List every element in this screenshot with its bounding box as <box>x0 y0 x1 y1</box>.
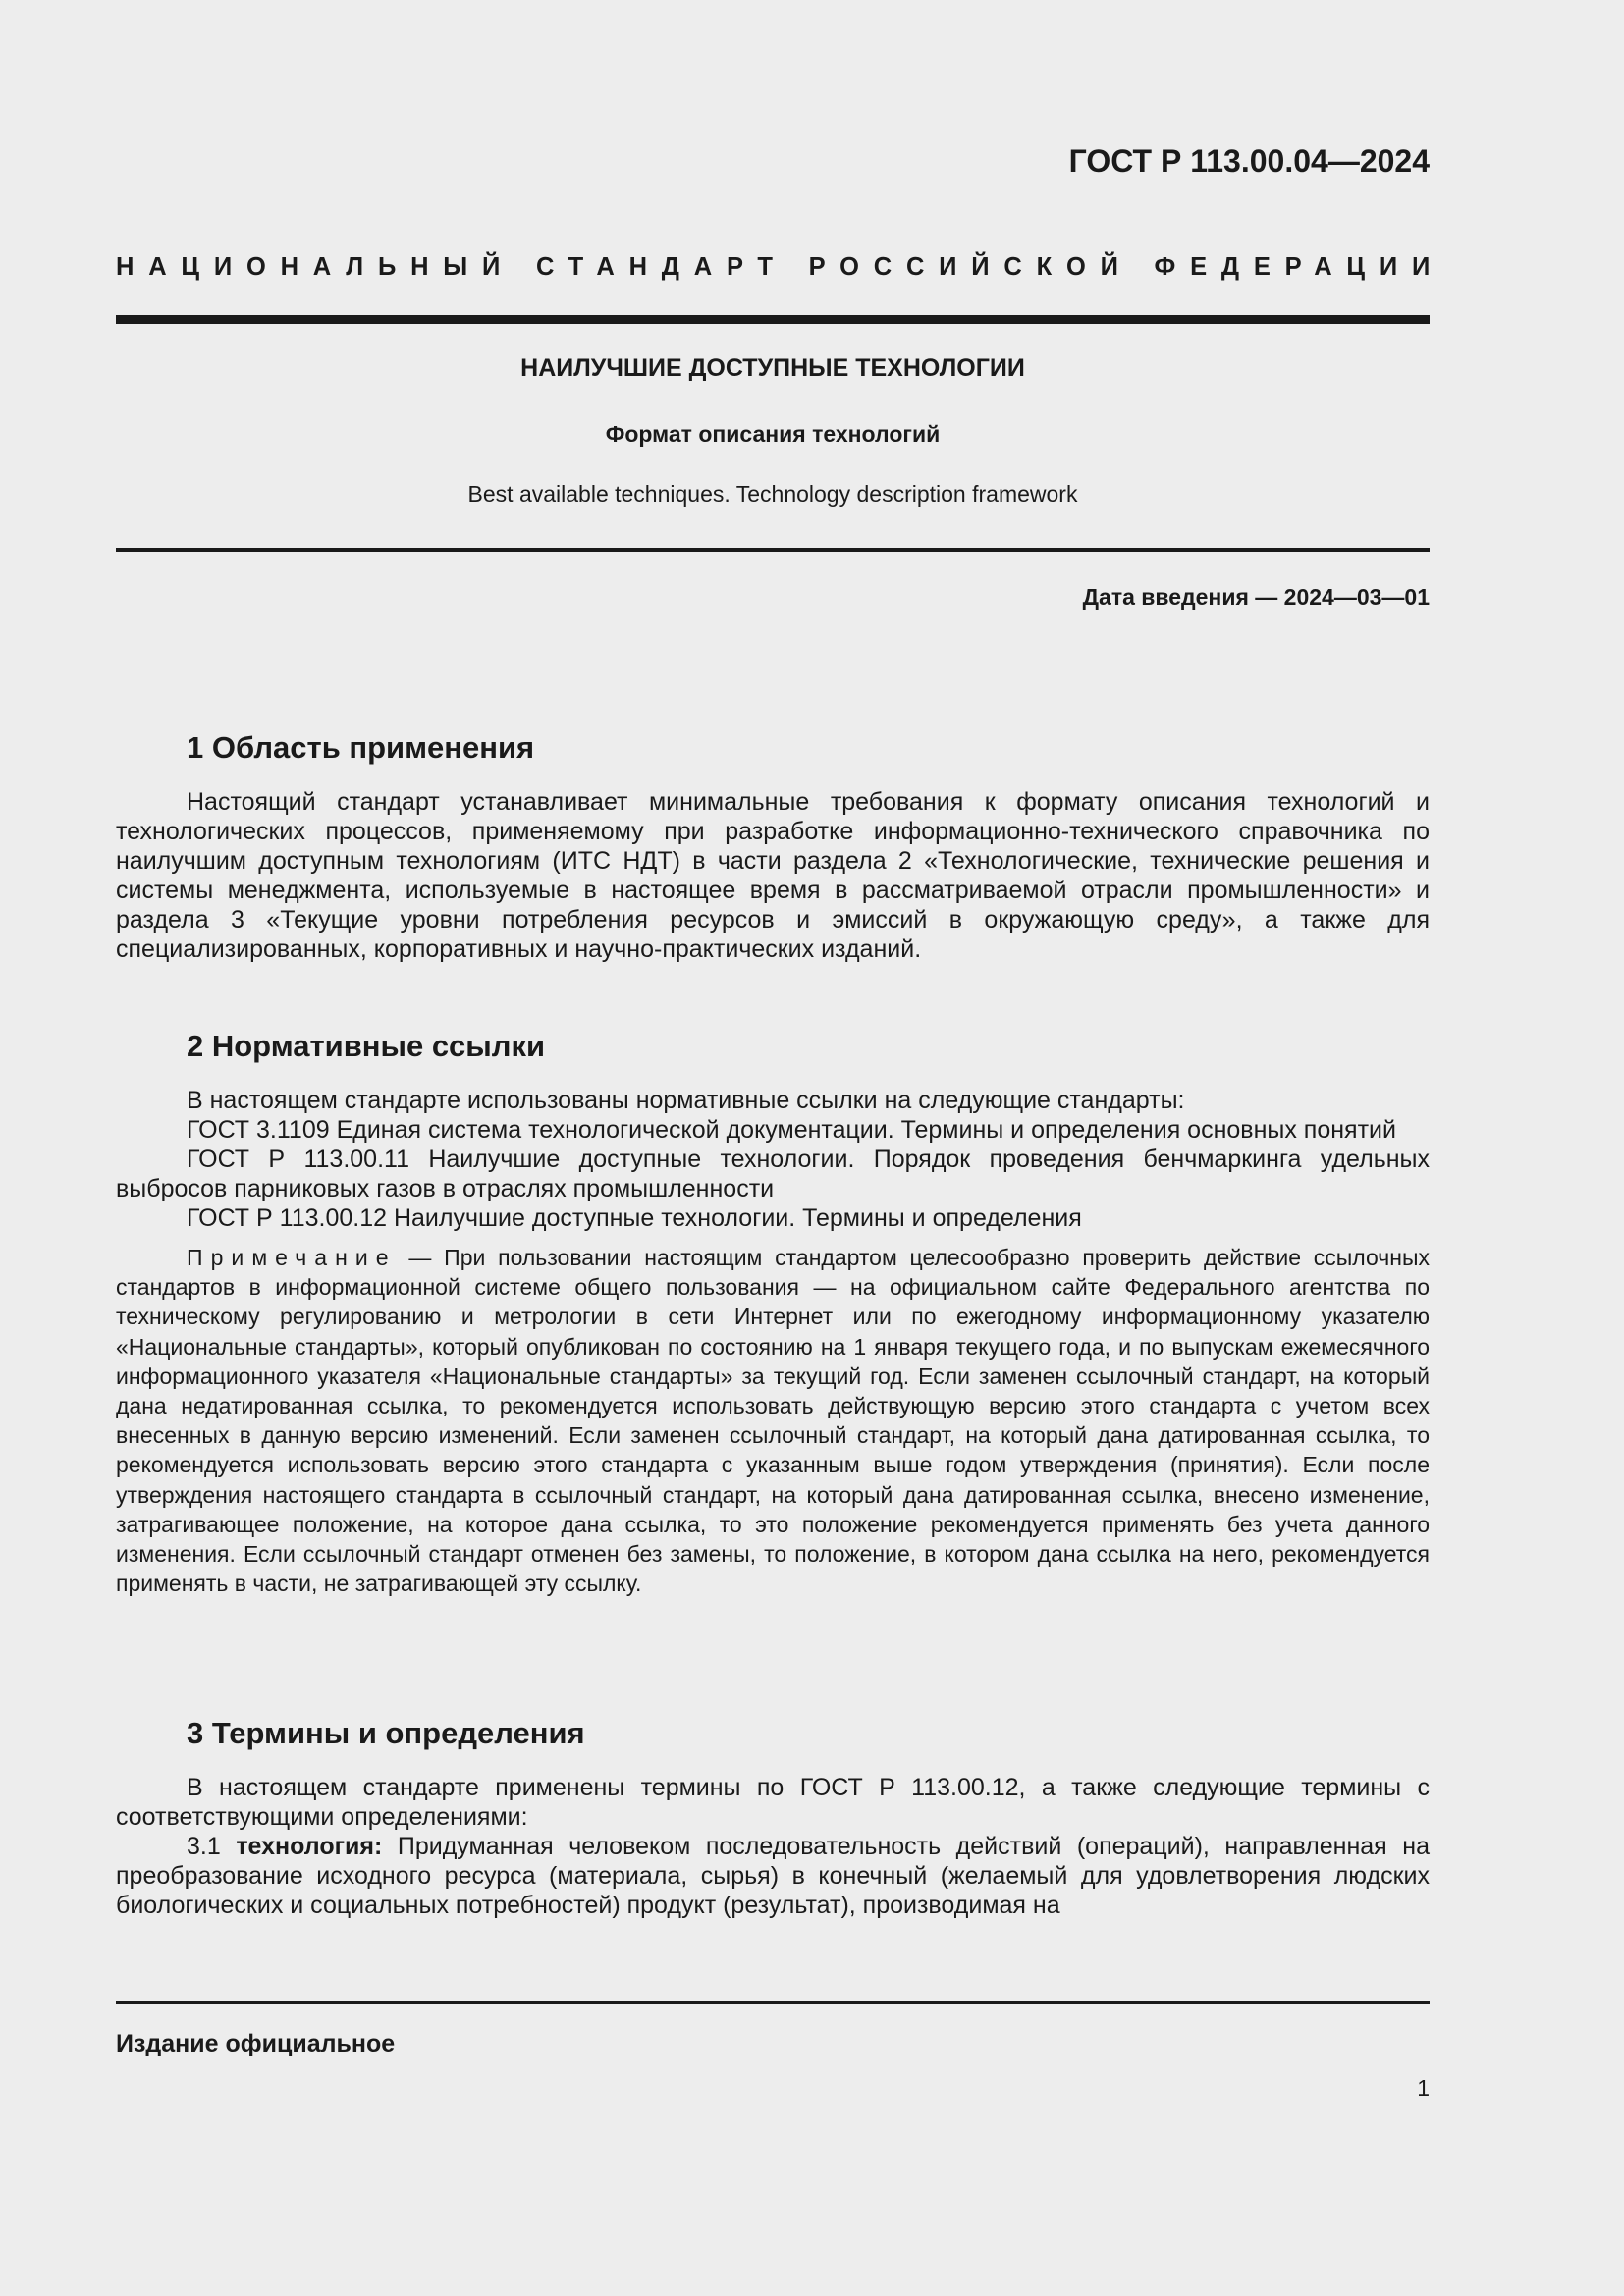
section-scope <box>116 728 1430 964</box>
section-heading: 1 Область применения <box>187 730 535 765</box>
paragraph: В настоящем стандарте применены термины по ГОСТ Р 113.00.12, а также следующие термины с соответствующими определениями: <box>116 1774 1430 1831</box>
document-subtitle: Формат описания технологий <box>605 421 941 447</box>
paragraph: Настоящий стандарт устанавливает минимальные требования к формату описания технологий и технологических процессов, применяемому при разработке информационно-технического справочника по наилучшим доступным технологиям (ИТС НДТ) в части раздела 2 «Технологические, технические решения и системы менеджмента, используемые в настоящее время в рассматриваемой отрасли промышленности» и раздела 3 «Текущие уровни потребления ресурсов и эмиссий в окружающую среду», а также для специализированных, корпоративных и научно-практических изданий. <box>116 788 1430 963</box>
standard-number: ГОСТ Р 113.00.04—2024 <box>1068 143 1430 179</box>
header-divider-thick <box>116 315 1430 324</box>
note-label: Примечание <box>187 1245 397 1270</box>
section-normative-references <box>116 1027 1430 1598</box>
note-text: — При пользовании настоящим стандартом целесообразно проверить действие ссылочных стандартов в информационной системе общего пользования — на официальном сайте Федерального агентства по техническому регулированию и метрологии в сети Интернет или по ежегодному информационному указателю «Национальные стандарты», который опубликован по состоянию на 1 января текущего года, и по выпускам ежемесячного информационного указателя «Национальные стандарты» за текущий год. Если заменен ссылочный стандарт, на который дана недатированная ссылка, то рекомендуется использовать действующую версию этого стандарта с учетом всех внесенных в данную версию изменений. Если заменен ссылочный стандарт, на который дана датированная ссылка, то рекомендуется использовать версию этого стандарта с указанным выше годом утверждения (принятия). Если после утверждения настоящего стандарта в ссылочный стандарт, на который дана датированная ссылка, внесено изменение, затрагивающее положение, на которое дана ссылка, то это положение рекомендуется применять без учета данного изменения. Если ссылочный стандарт отменен без замены, то положение, в котором дана ссылка на него, рекомендуется применять в части, не затрагивающей эту ссылку. <box>116 1245 1430 1597</box>
reference-item: ГОСТ Р 113.00.11 Наилучшие доступные технологии. Порядок проведения бенчмаркинга удельных выбросов парниковых газов в отраслях промышленности <box>116 1146 1430 1202</box>
reference-item: ГОСТ Р 113.00.12 Наилучшие доступные технологии. Термины и определения <box>187 1204 1082 1232</box>
note <box>116 1243 1430 1598</box>
reference-item: ГОСТ 3.1109 Единая система технологической документации. Термины и определения основных понятий <box>187 1116 1396 1144</box>
title-divider <box>116 548 1430 552</box>
term-number: 3.1 <box>187 1833 237 1860</box>
term-name: технология: <box>236 1833 383 1860</box>
term-definition <box>116 1832 1430 1920</box>
page-number: 1 <box>1417 2075 1430 2101</box>
english-title: Best available techniques. Technology description framework <box>467 481 1078 507</box>
official-edition-label: Издание официальное <box>116 2030 396 2057</box>
section-terms-definitions <box>116 1714 1430 1920</box>
term-text: Придуманная человеком последовательность действий (операций), направленная на преобразование исходного ресурса (материала, сырья) в конечный (желаемый для удовлетворения людских биологических и социальных потребностей) продукт (результат), производимая на <box>116 1833 1430 1919</box>
document-title: НАИЛУЧШИЕ ДОСТУПНЫЕ ТЕХНОЛОГИИ <box>520 354 1025 382</box>
section-heading: 2 Нормативные ссылки <box>187 1029 546 1063</box>
national-standard-banner: НАЦИОНАЛЬНЫЙ СТАНДАРТ РОССИЙСКОЙ ФЕДЕРАЦИИ <box>116 253 1445 281</box>
footer-divider <box>116 2001 1430 2004</box>
introduction-date: Дата введения — 2024—03—01 <box>1082 584 1430 610</box>
paragraph: В настоящем стандарте использованы нормативные ссылки на следующие стандарты: <box>187 1087 1185 1114</box>
section-heading: 3 Термины и определения <box>187 1716 585 1750</box>
